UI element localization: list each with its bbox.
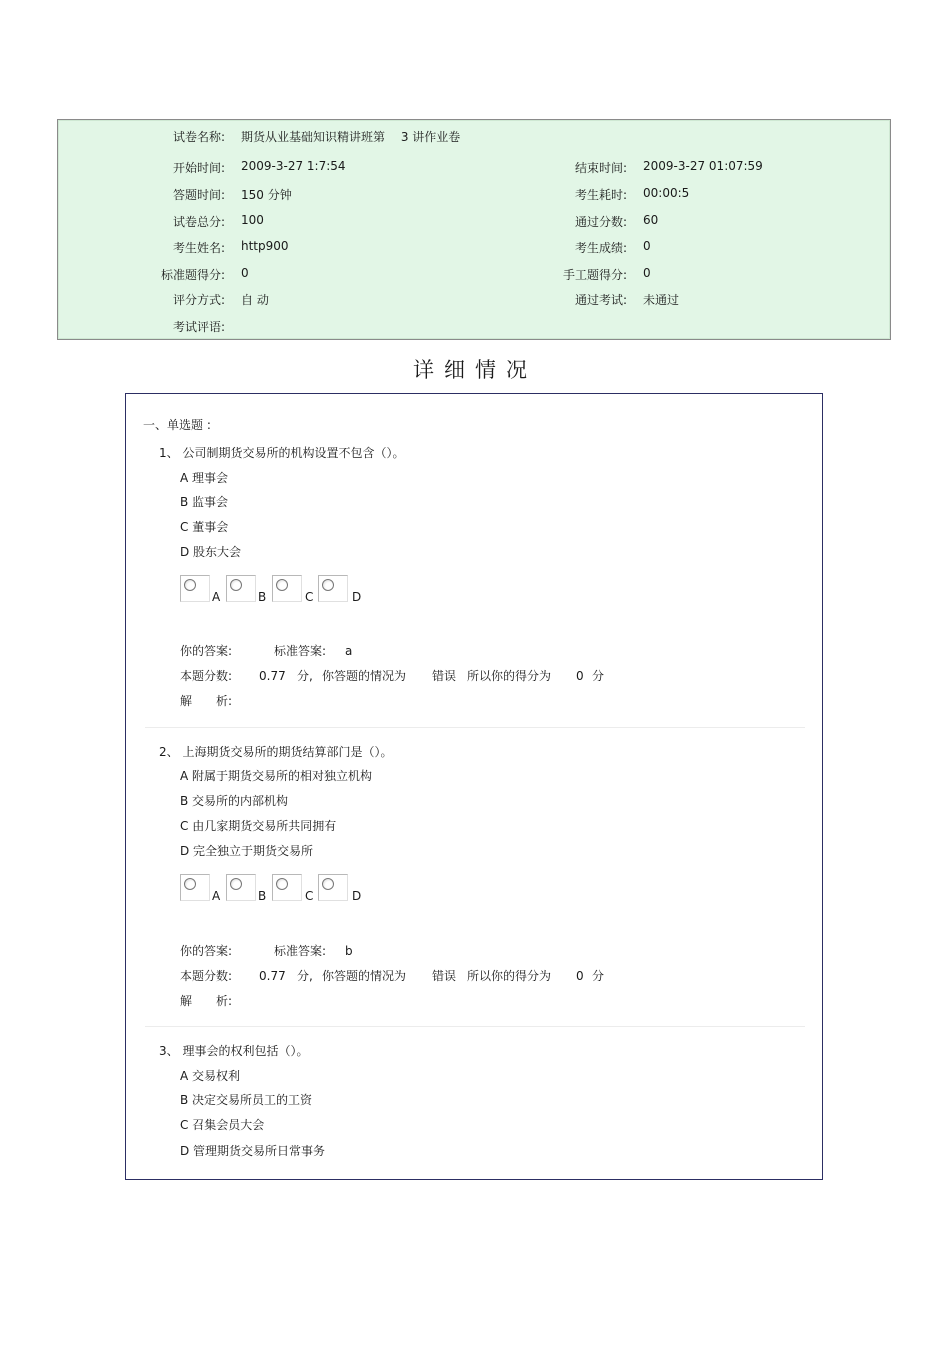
- radio-label-c: C: [305, 590, 314, 604]
- radio-circle-icon: [322, 878, 334, 890]
- comment-label: 考试评语:: [172, 320, 225, 334]
- radio-label-a: A: [212, 590, 221, 604]
- question-stem: 3、 理事会的权利包括（）。: [159, 1044, 309, 1058]
- status-label: 你答题的情况为: [322, 669, 407, 683]
- standard-answer-value: a: [345, 644, 353, 658]
- pass-score-label: 通过分数:: [574, 215, 627, 229]
- score-value: 0.77: [259, 669, 286, 683]
- question-divider: [145, 727, 805, 728]
- detail-panel: [125, 393, 823, 1180]
- question-stem: 1、 公司制期货交易所的机构设置不包含（）。: [159, 446, 405, 460]
- end-time-label: 结束时间:: [574, 161, 627, 175]
- manual-score-label: 手工题得分:: [562, 268, 627, 282]
- option-b: B 交易所的内部机构: [180, 794, 289, 808]
- pass-score-value: 60: [643, 213, 659, 227]
- start-time-value: 2009-3-27 1:7:54: [241, 159, 346, 173]
- radio-circle-icon: [184, 579, 196, 591]
- radio-d[interactable]: [318, 575, 348, 602]
- option-a: A 附属于期货交易所的相对独立机构: [180, 769, 373, 783]
- radio-circle-icon: [230, 878, 242, 890]
- score-value: 0.77: [259, 969, 286, 983]
- option-c: C 召集会员大会: [180, 1118, 265, 1132]
- earned-value: 0: [576, 969, 584, 983]
- option-d: D 管理期货交易所日常事务: [180, 1144, 326, 1158]
- answer-time-label: 答题时间:: [172, 188, 225, 202]
- standard-answer-label: 标准答案:: [274, 944, 327, 958]
- exam-info-panel: [57, 119, 891, 340]
- option-c: C 董事会: [180, 520, 229, 534]
- radio-circle-icon: [184, 878, 196, 890]
- total-score-label: 试卷总分:: [172, 215, 225, 229]
- paper-name-label: 试卷名称:: [172, 130, 225, 144]
- end-time-value: 2009-3-27 01:07:59: [643, 159, 763, 173]
- status-value: 错误: [432, 969, 457, 983]
- radio-circle-icon: [230, 579, 242, 591]
- examinee-name-value: http900: [241, 239, 289, 253]
- radio-a[interactable]: [180, 575, 210, 602]
- score-label: 本题分数:: [180, 669, 233, 683]
- exam-score-value: 0: [643, 239, 651, 253]
- radio-d[interactable]: [318, 874, 348, 901]
- option-c: C 由几家期货交易所共同拥有: [180, 819, 337, 833]
- grading-method-label: 评分方式:: [172, 293, 225, 307]
- your-answer-label: 你的答案:: [180, 944, 233, 958]
- earned-label: 所以你的得分为: [467, 669, 552, 683]
- radio-label-d: D: [352, 889, 362, 903]
- your-answer-label: 你的答案:: [180, 644, 233, 658]
- standard-answer-value: b: [345, 944, 353, 958]
- standard-score-value: 0: [241, 266, 249, 280]
- radio-label-d: D: [352, 590, 362, 604]
- start-time-label: 开始时间:: [172, 161, 225, 175]
- radio-c[interactable]: [272, 575, 302, 602]
- analysis-label: 解 析:: [180, 994, 233, 1008]
- radio-circle-icon: [276, 579, 288, 591]
- standard-answer-label: 标准答案:: [274, 644, 327, 658]
- option-d: D 股东大会: [180, 545, 242, 559]
- option-b: B 监事会: [180, 495, 229, 509]
- radio-label-a: A: [212, 889, 221, 903]
- radio-c[interactable]: [272, 874, 302, 901]
- radio-b[interactable]: [226, 575, 256, 602]
- answer-time-value: 150 分钟: [241, 188, 292, 202]
- option-d: D 完全独立于期货交易所: [180, 844, 314, 858]
- grading-method-value: 自 动: [241, 293, 269, 307]
- status-label: 你答题的情况为: [322, 969, 407, 983]
- score-label: 本题分数:: [180, 969, 233, 983]
- pass-status-value: 未通过: [643, 293, 680, 307]
- question-divider: [145, 1026, 805, 1027]
- time-used-value: 00:00:5: [643, 186, 690, 200]
- radio-label-b: B: [258, 590, 267, 604]
- time-used-label: 考生耗时:: [574, 188, 627, 202]
- score-unit: 分,: [297, 969, 313, 983]
- radio-circle-icon: [276, 878, 288, 890]
- radio-label-b: B: [258, 889, 267, 903]
- manual-score-value: 0: [643, 266, 651, 280]
- radio-circle-icon: [322, 579, 334, 591]
- exam-score-label: 考生成绩:: [574, 241, 627, 255]
- earned-value: 0: [576, 669, 584, 683]
- earned-unit: 分: [592, 969, 605, 983]
- radio-label-c: C: [305, 889, 314, 903]
- score-unit: 分,: [297, 669, 313, 683]
- examinee-name-label: 考生姓名:: [172, 241, 225, 255]
- standard-score-label: 标准题得分:: [160, 268, 225, 282]
- earned-label: 所以你的得分为: [467, 969, 552, 983]
- option-b: B 决定交易所员工的工资: [180, 1093, 313, 1107]
- option-a: A 理事会: [180, 471, 229, 485]
- paper-name-value: 期货从业基础知识精讲班第 3 讲作业卷: [241, 130, 461, 144]
- section-title: 一、单选题 :: [143, 418, 211, 432]
- radio-a[interactable]: [180, 874, 210, 901]
- total-score-value: 100: [241, 213, 264, 227]
- detail-title: 详细情况: [413, 358, 537, 382]
- status-value: 错误: [432, 669, 457, 683]
- question-stem: 2、 上海期货交易所的期货结算部门是（）。: [159, 745, 393, 759]
- earned-unit: 分: [592, 669, 605, 683]
- radio-b[interactable]: [226, 874, 256, 901]
- option-a: A 交易权利: [180, 1069, 241, 1083]
- analysis-label: 解 析:: [180, 694, 233, 708]
- pass-status-label: 通过考试:: [574, 293, 627, 307]
